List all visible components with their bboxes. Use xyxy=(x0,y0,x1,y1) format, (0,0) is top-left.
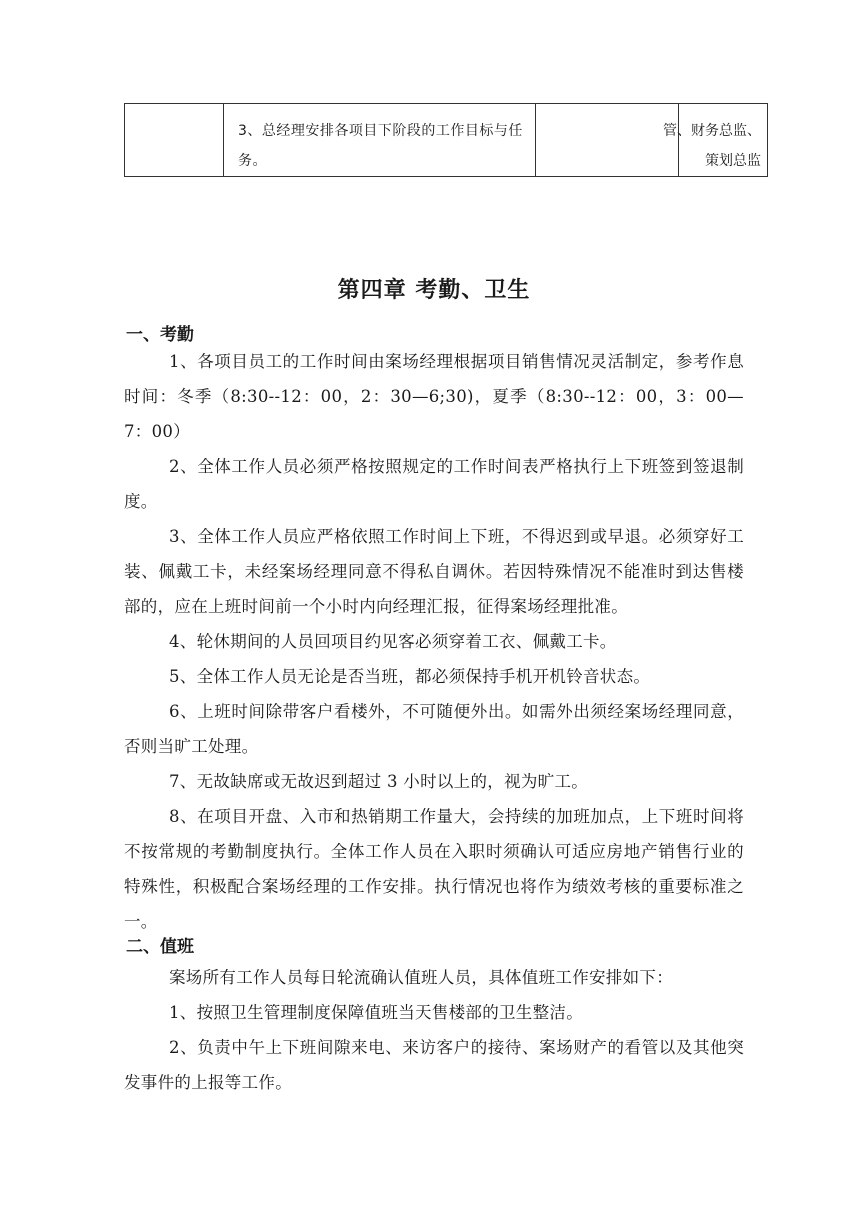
section-heading-duty: 二、值班 xyxy=(126,937,194,957)
duty-paragraph-1: 案场所有工作人员每日轮流确认值班人员，具体值班工作安排如下： xyxy=(169,968,673,987)
attendance-paragraph-7: 7、无故缺席或无故迟到超过 3 小时以上的，视为旷工。 xyxy=(169,772,589,791)
table-cell-responsible xyxy=(663,104,768,177)
attendance-paragraph-1: 1、各项目员工的工作时间由案场经理根据项目销售情况灵活制定，参考作息时间：冬季（8:30--12：00，2：30—6;30)，夏季（8:30--12：00，3：00—7：00） xyxy=(124,352,744,441)
table-cell-empty xyxy=(125,104,224,177)
attendance-paragraph-8: 8、在项目开盘、入市和热销期工作量大，会持续的加班加点，上下班时间将不按常规的考勤制度执行。全体工作人员在入职时须确认可适应房地产销售行业的特殊性，积极配合案场经理的工作安排。执行情况也将作为绩效考核的重要标准之一。 xyxy=(124,807,744,931)
task-line-2: 务。 xyxy=(238,153,267,169)
responsible-line-2: 策划总监 xyxy=(705,153,761,169)
table-cell-task xyxy=(224,104,536,177)
attendance-paragraph-3: 3、全体工作人员应严格依照工作时间上下班，不得迟到或早退。必须穿好工装、佩戴工卡，未经案场经理同意不得私自调休。若因特殊情况不能准时到达售楼部的，应在上班时间前一个小时内向经理汇报，征得案场经理批准。 xyxy=(124,527,744,616)
responsibility-table xyxy=(124,103,768,177)
responsible-line-1: 管、财务总监、 xyxy=(663,123,761,139)
attendance-paragraph-4: 4、轮休期间的人员回项目约见客必须穿着工衣、佩戴工卡。 xyxy=(169,632,617,651)
task-line-1: 3、总经理安排各项目下阶段的工作目标与任 xyxy=(238,123,523,139)
attendance-paragraph-2: 2、全体工作人员必须严格按照规定的工作时间表严格执行上下班签到签退制度。 xyxy=(124,457,744,511)
duty-paragraph-2: 1、按照卫生管理制度保障值班当天售楼部的卫生整洁。 xyxy=(169,1003,583,1022)
attendance-paragraph-5: 5、全体工作人员无论是否当班，都必须保持手机开机铃音状态。 xyxy=(169,667,651,686)
section-heading-attendance: 一、考勤 xyxy=(126,325,194,345)
chapter-title: 第四章 考勤、卫生 xyxy=(337,278,531,303)
attendance-paragraph-6: 6、上班时间除带客户看楼外，不可随便外出。如需外出须经案场经理同意，否则当旷工处理。 xyxy=(124,702,744,756)
table-row xyxy=(125,104,768,177)
duty-paragraph-3: 2、负责中午上下班间隙来电、来访客户的接待、案场财产的看管以及其他突发事件的上报等工作。 xyxy=(124,1038,744,1092)
